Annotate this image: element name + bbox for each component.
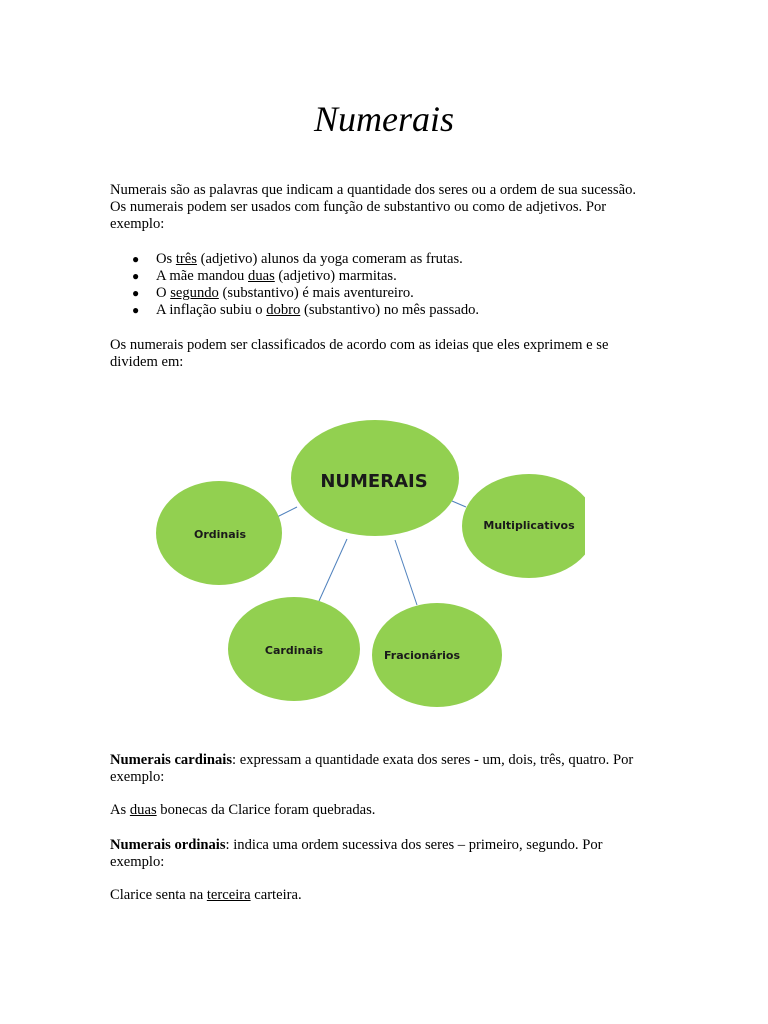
intro-paragraph: Numerais são as palavras que indicam a quantidade dos seres ou a ordem de sua sucessão. Os numerais podem ser usados com função de substantivo ou como de adjetivos. Por exemplo: bbox=[110, 182, 637, 232]
page-title: Numerais bbox=[313, 99, 454, 139]
examples-list bbox=[110, 251, 479, 319]
cardinais-term: Numerais cardinais bbox=[110, 752, 233, 768]
bullet-icon: ● bbox=[132, 303, 140, 317]
classification-paragraph: Os numerais podem ser classificados de acordo com as ideias que eles exprimem e se dividem em: bbox=[110, 337, 609, 370]
ordinais-example: Clarice senta na terceira carteira. bbox=[110, 887, 302, 903]
label-multiplicativos: Multiplicativos bbox=[483, 519, 575, 532]
label-numerais: NUMERAIS bbox=[320, 471, 428, 492]
line-cardinais bbox=[319, 539, 347, 601]
list-item: ● O segundo (substantivo) é mais aventureiro. bbox=[132, 285, 414, 301]
bullet-icon: ● bbox=[132, 286, 140, 300]
list-item: ● A inflação subiu o dobro (substantivo) no mês passado. bbox=[132, 302, 480, 318]
label-fracionarios: Fracionários bbox=[383, 649, 461, 662]
cardinais-example: As duas bonecas da Clarice foram quebradas. bbox=[110, 802, 376, 818]
cardinais-paragraph: Numerais cardinais: expressam a quantidade exata dos seres - um, dois, três, quatro. Por exemplo: bbox=[110, 752, 634, 785]
line-fracionarios bbox=[395, 540, 417, 605]
ordinais-paragraph: Numerais ordinais: indica uma ordem sucessiva dos seres – primeiro, segundo. Por exemplo: bbox=[110, 837, 603, 870]
bullet-icon: ● bbox=[132, 269, 140, 283]
line-multiplicativos bbox=[452, 501, 466, 507]
bullet-icon: ● bbox=[132, 252, 140, 266]
list-item: ● A mãe mandou duas (adjetivo) marmitas. bbox=[132, 268, 397, 284]
ordinais-term: Numerais ordinais bbox=[110, 837, 226, 853]
label-ordinais: Ordinais bbox=[194, 528, 246, 541]
numerais-diagram bbox=[145, 415, 585, 715]
list-item: ● Os três (adjetivo) alunos da yoga comeram as frutas. bbox=[132, 251, 463, 267]
label-cardinais: Cardinais bbox=[264, 644, 324, 657]
